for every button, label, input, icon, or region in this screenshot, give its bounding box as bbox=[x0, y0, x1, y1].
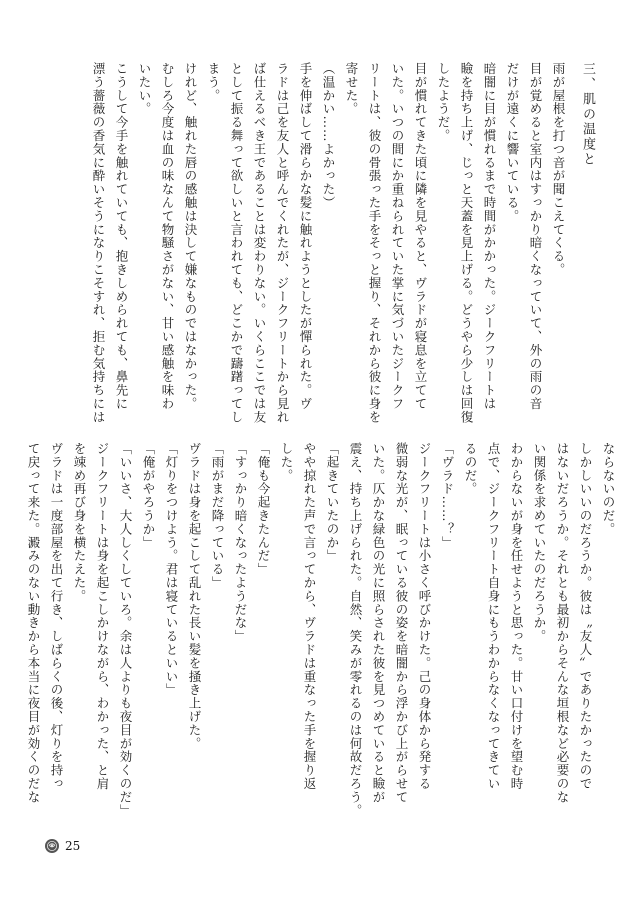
text-line: ならないのだ。 bbox=[601, 442, 616, 536]
text-line: いたい。 bbox=[137, 62, 152, 116]
text-line: 震え、持ち上げられた。自然、笑みが零れるのは何故だろう。 bbox=[348, 442, 363, 818]
text-line: いた。いつの間にか重ねられていた掌に気づいたジークフ bbox=[390, 62, 405, 411]
text-line: として振る舞って欲しいと言われても、どこかで躊躇ってし bbox=[229, 62, 244, 424]
text-line: 「いいさ、大人しくしていろ。余は人よりも夜目が効くのだ」 bbox=[118, 442, 133, 818]
text-line: 「灯りをつけよう。君は寝ているといい」 bbox=[164, 442, 179, 697]
text-line: けれど、触れた唇の感触は決して嫌なものではなかった。 bbox=[183, 62, 198, 411]
text-line: リートは、彼の骨張った手をそっと握り、それから彼に身を bbox=[367, 62, 382, 424]
text-line: 「起きていたのか」 bbox=[325, 442, 340, 563]
chapter-title: 三、肌の温度と bbox=[580, 62, 595, 167]
page-footer bbox=[44, 838, 80, 854]
text-line: 「ヴラド……？」 bbox=[440, 442, 455, 550]
text-line: した。 bbox=[279, 442, 294, 483]
text-line: だけが遠くに響いている。 bbox=[505, 62, 520, 223]
text-line: 暗闇に目が慣れるまで時間がかかった。ジークフリートは bbox=[482, 62, 497, 411]
text-line: いた。仄かな緑色の光に照らされた彼を見つめていると瞼が bbox=[371, 442, 386, 804]
text-line: 目が覚めると室内はすっかり暗くなっていて、外の雨の音 bbox=[528, 62, 543, 411]
lower-text-block bbox=[26, 442, 620, 818]
text-line: 雨が屋根を打つ音が聞こえてくる。 bbox=[551, 62, 566, 277]
text-line: やや掠れた声で言ってから、ヴラドは重なった手を握り返 bbox=[302, 442, 317, 791]
text-line: こうして今手を触れていても、抱きしめられても、鼻先に bbox=[114, 62, 129, 411]
text-line: むしろ今度は血の味なんて物騒さがない、甘い感触を味わ bbox=[160, 62, 175, 411]
text-line: ジークフリートは身を起こしかけながら、わかった、と肩 bbox=[95, 442, 110, 791]
text-line: 「俺がやろうか」 bbox=[141, 442, 156, 550]
text-line: 手を伸ばして滑らかな髪に触れようとしたが憚られた。ヴ bbox=[298, 62, 313, 411]
upper-text-block bbox=[60, 62, 570, 424]
text-line: ヴラドは一度部屋を出て行き、しばらくの後、灯りを持っ bbox=[49, 442, 64, 791]
text-line: ジークフリートは小さく呼びかけた。己の身体から発する bbox=[417, 442, 432, 791]
page-number: 25 bbox=[65, 839, 81, 853]
text-line: はないだろうか。それとも最初からそんな垣根など必要のな bbox=[555, 442, 570, 804]
rose-icon bbox=[44, 838, 60, 854]
text-line: したようだ。 bbox=[436, 62, 451, 143]
text-line: 微弱な光が、眠っている彼の姿を暗闇から浮かび上がらせて bbox=[394, 442, 409, 804]
text-line: 「俺も今起きたんだ」 bbox=[256, 442, 271, 576]
text-line: 瞼を持ち上げ、じっと天蓋を見上げる。どうやら少しは回復 bbox=[459, 62, 474, 424]
text-line: しかしいいのだろうか。彼は〝友人〟でありたかったので bbox=[578, 442, 593, 791]
text-line: 寄せた。 bbox=[344, 62, 359, 116]
text-line: を竦め再び身を横たえた。 bbox=[72, 442, 87, 603]
text-line: て戻って来た。澱みのない動きから本当に夜目が効くのだな bbox=[26, 442, 41, 804]
text-line: まう。 bbox=[206, 62, 221, 103]
text-line: い関係を求めていたのだろうか。 bbox=[532, 442, 547, 643]
text-line: 漂う薔薇の香気に酔いそうになりこそすれ、拒む気持ちには bbox=[91, 62, 106, 424]
text-line: 「雨がまだ降っている」 bbox=[210, 442, 225, 590]
text-line: るのだ。 bbox=[463, 442, 478, 496]
text-line: ヴラドは身を起こして乱れた長い髪を掻き上げた。 bbox=[187, 442, 202, 751]
text-line: ラドは己を友人と呼んでくれたが、ジークフリートから見れ bbox=[275, 62, 290, 424]
text-line: 点で、ジークフリート自身にもうわからなくなってきてい bbox=[486, 442, 501, 791]
text-line: （温かい……よかった） bbox=[321, 62, 336, 210]
text-line: ば仕えるべき王であることは変わりない。いくらここでは友 bbox=[252, 62, 267, 424]
text-line: 「すっかり暗くなったようだな」 bbox=[233, 442, 248, 643]
text-line: わからないが身を任せようと思った。甘い口付けを望む時 bbox=[509, 442, 524, 791]
text-line: 目が慣れてきた頃に隣を見やると、ヴラドが寝息を立てて bbox=[413, 62, 428, 411]
